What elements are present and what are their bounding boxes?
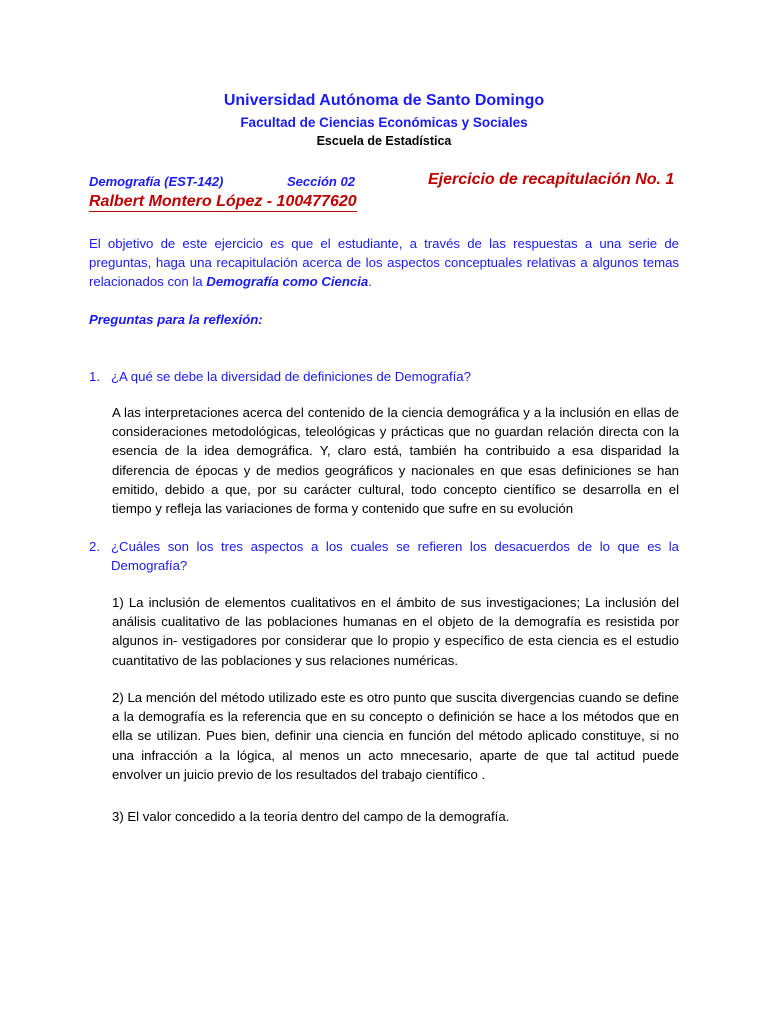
question-2 (89, 537, 679, 575)
reflection-heading: Preguntas para la reflexión: (89, 312, 263, 327)
university-title: Universidad Autónoma de Santo Domingo (223, 92, 545, 109)
intro-text-end: . (368, 274, 372, 290)
answer-paragraph: 2) La mención del método utilizado este es otro punto que suscita divergencias cuando se define a la demografía es la referencia que en su concepto o definición se hace a los métodos que en ella se utilizan. Pues bien, definir una ciencia en función del método aplicado constituye, si no una infracción a la lógica, al menos un acto mnecesario, aparte de que tal actitud puede envolver un juicio previo de los resultados del trabajo científico . (112, 690, 679, 782)
course-name: Demografía (EST-142) (89, 174, 224, 189)
answer-paragraph: 1) La inclusión de elementos cualitativos en el ámbito de sus investigaciones; La inclusión del análisis cualitativo de las poblaciones humanas en el objeto de la demografía es resistida por algunos in- vestigadores por considerar que lo propio y específico de esta ciencia es el estudio cuantitativo de las poblaciones y sus relaciones numéricas. (112, 595, 679, 668)
school-title: Escuela de Estadística (316, 134, 452, 148)
author-name: Ralbert Montero López - 100477620 (89, 193, 357, 210)
question-number: 1. (89, 369, 100, 384)
faculty-title: Facultad de Ciencias Económicas y Sociales (240, 115, 528, 130)
intro-emphasis: Demografía como Ciencia (206, 274, 369, 290)
question-number: 2. (89, 539, 100, 554)
answer-paragraph: A las interpretaciones acerca del contenido de la ciencia demográfica y a la inclusión en ellas de consideraciones metodológicas, teleológicas y prácticas que no guardan relación directa con la esencia de la idea demográfica. Y, claro está, también ha contribuido a esa disparidad la diferencia de épocas y de medios geográficos y nacionales en que esas definiciones se han emitido, debido a que, por su carácter cultural, todo concepto científico se desarrolla en el tiempo y refleja las variaciones de forma y contenido que sufre en su evolución (112, 405, 679, 517)
question-1 (89, 367, 679, 386)
intro-text: El objetivo de este ejercicio es que el estudiante, a través de las respuestas a una serie de preguntas, haga una recapitulación acerca de los aspectos conceptuales relativas a algunos temas relacionados con la (89, 236, 679, 290)
course-section: Sección 02 (287, 174, 355, 189)
intro-paragraph (89, 234, 679, 292)
question-text: ¿A qué se debe la diversidad de definiciones de Demografía? (111, 369, 471, 384)
exercise-title: Ejercicio de recapitulación No. 1 (428, 171, 675, 188)
answer-paragraph: 3) El valor concedido a la teoría dentro del campo de la demografía. (112, 809, 510, 824)
question-text: ¿Cuáles son los tres aspectos a los cuales se refieren los desacuerdos de lo que es la Demografía? (111, 539, 679, 574)
